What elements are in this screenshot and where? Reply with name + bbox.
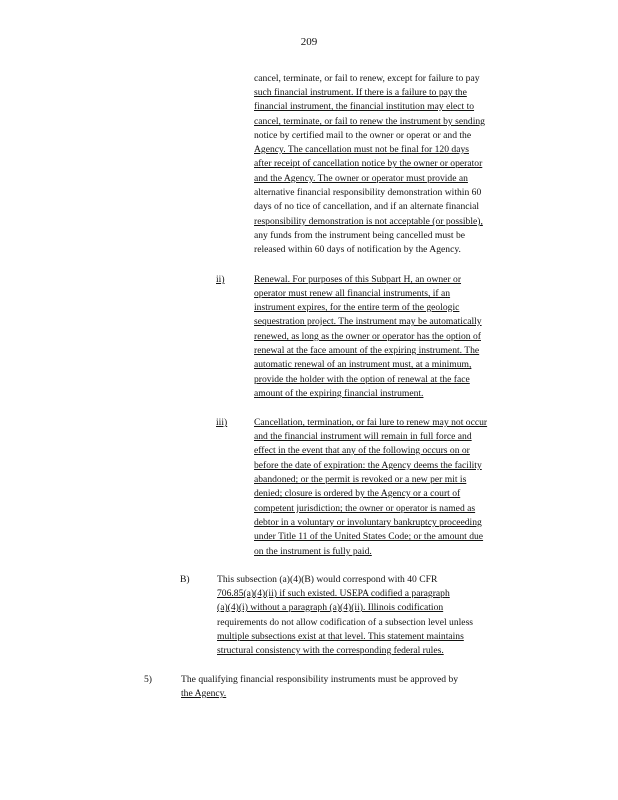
text-line: provide the holder with the option of renewal at the face (254, 374, 470, 385)
text-line: financial instrument, the financial institution may elect to (254, 101, 475, 112)
text-line: and the financial instrument will remain in full force and (254, 431, 472, 442)
text-line: released within 60 days of notification by the Agency. (254, 244, 461, 255)
list-marker: ii) (216, 274, 225, 285)
text-line: Cancellation, termination, or fai lure to renew may not occur (254, 417, 488, 428)
list-marker: B) (180, 574, 190, 585)
text-line: The qualifying financial responsibility instruments must be approved by (181, 674, 459, 685)
text-line: days of no tice of cancellation, and if an alternate financial (254, 201, 480, 212)
text-line: responsibility demonstration is not acceptable (or possible), (254, 216, 483, 227)
text-line: the Agency. (181, 688, 227, 699)
text-line: renewal at the face amount of the expiring instrument. The (254, 345, 480, 356)
text-line: This subsection (a)(4)(B) would correspond with 40 CFR (217, 574, 438, 585)
text-line: Renewal. For purposes of this Subpart H, an owner or (254, 274, 462, 285)
text-line: after receipt of cancellation notice by the owner or operator (254, 158, 483, 169)
list-marker: iii) (216, 417, 228, 428)
text-line: notice by certified mail to the owner or operat or and the (254, 130, 472, 141)
text-line: cancel, terminate, or fail to renew the instrument by sending (254, 116, 485, 127)
text-line: effect in the event that any of the following occurs on or (254, 445, 470, 456)
text-line: multiple subsections exist at that level. This statement maintains (217, 631, 464, 642)
text-line: instrument expires, for the entire term of the geologic (254, 302, 460, 313)
text-line: competent jurisdiction; the owner or operator is named as (254, 503, 476, 514)
page-number: 209 (300, 36, 318, 48)
text-line: cancel, terminate, or fail to renew, except for failure to pay (254, 73, 480, 84)
list-marker: 5) (144, 674, 152, 685)
text-line: such financial instrument. If there is a failure to pay the (254, 87, 467, 98)
text-line: sequestration project. The instrument may be automatically (254, 316, 482, 327)
text-line: operator must renew all financial instruments, if an (254, 288, 451, 299)
text-line: abandoned; or the permit is revoked or a new per mit is (254, 474, 467, 485)
text-line: Agency. The cancellation must not be final for 120 days (254, 144, 469, 155)
text-line: denied; closure is ordered by the Agency or a court of (254, 488, 461, 499)
text-line: 706.85(a)(4)(ii) if such existed. USEPA codified a paragraph (217, 588, 450, 599)
text-line: any funds from the instrument being cancelled must be (254, 230, 466, 241)
text-line: debtor in a voluntary or involuntary bankruptcy proceeding (254, 517, 482, 528)
text-line: before the date of expiration: the Agency deems the facility (254, 460, 482, 471)
text-line: alternative financial responsibility demonstration within 60 (254, 187, 482, 198)
text-line: on the instrument is fully paid. (254, 546, 372, 557)
text-line: requirements do not allow codification of a subsection level unless (217, 617, 474, 628)
text-line: under Title 11 of the United States Code; or the amount due (254, 531, 484, 542)
text-line: and the Agency. The owner or operator must provide an (254, 173, 468, 184)
text-line: automatic renewal of an instrument must, at a minimum, (254, 359, 472, 370)
text-line: structural consistency with the corresponding federal rules. (217, 645, 444, 656)
text-line: amount of the expiring financial instrument. (254, 388, 424, 399)
text-line: (a)(4)(i) without a paragraph (a)(4)(ii). Illinois codification (217, 602, 444, 613)
text-line: renewed, as long as the owner or operator has the option of (254, 331, 481, 342)
